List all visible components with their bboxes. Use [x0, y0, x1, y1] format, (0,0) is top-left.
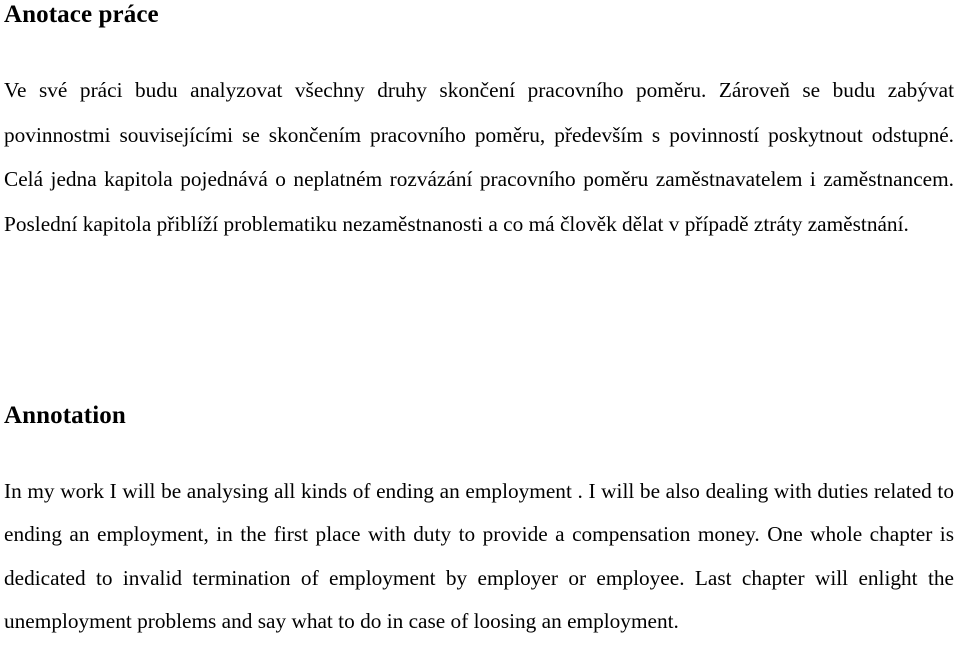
english-annotation-section	[4, 401, 954, 643]
czech-annotation-heading: Anotace práce	[4, 1, 159, 28]
czech-annotation-section	[4, 0, 954, 246]
czech-annotation-paragraph: Ve své práci budu analyzovat všechny druhy skončení pracovního poměru. Zároveň se budu zabývat povinnostmi souvisejícími se skončením pracovního poměru, především s povinností poskytnout odstupné. Celá jedna kapitola pojednává o neplatném rozvázání pracovního poměru zaměstnavatelem i zaměstnancem. Poslední kapitola přiblíží problematiku nezaměstnanosti a co má člověk dělat v případě ztráty zaměstnání.	[4, 78, 954, 236]
english-annotation-paragraph: In my work I will be analysing all kinds of ending an employment . I will be also dealing with duties related to ending an employment, in the first place with duty to provide a compensation money. One whole chapter is dedicated to invalid termination of employment by employer or employee. Last chapter will enlight the unemployment problems and say what to do in case of loosing an employment.	[4, 479, 954, 633]
english-annotation-heading: Annotation	[4, 402, 126, 429]
